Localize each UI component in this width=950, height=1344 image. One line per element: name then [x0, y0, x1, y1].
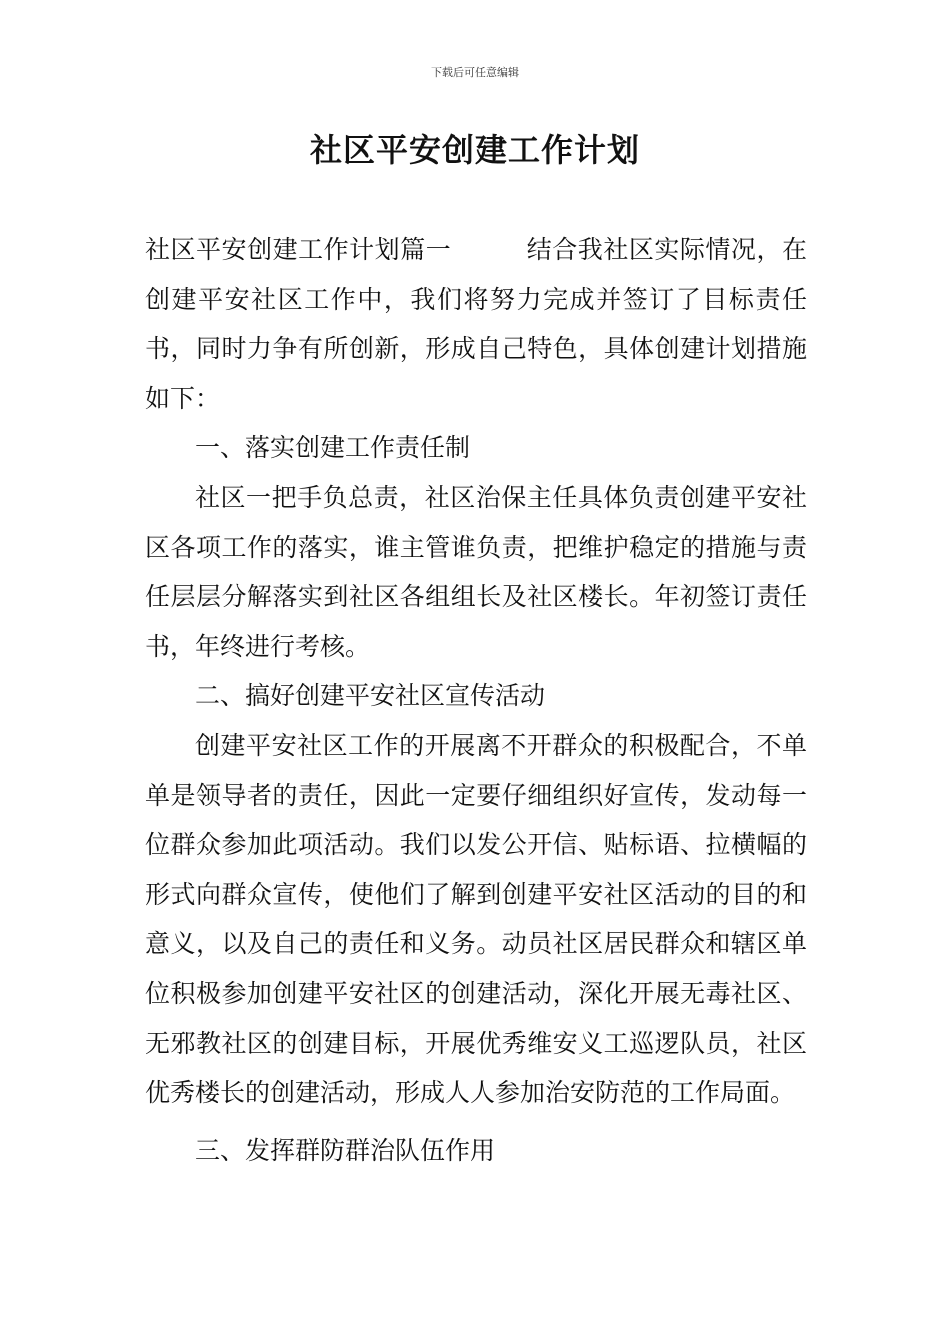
document-body: [145, 225, 807, 1175]
section-3-heading: 三、发挥群防群治队伍作用: [195, 1135, 496, 1165]
intro-text: 结合我社区实际情况，在创建平安社区工作中，我们将努力完成并签订了目标责任书，同时力争有所创新，形成自己特色，具体创建计划措施如下：: [145, 235, 807, 413]
section-2-heading: 二、搞好创建平安社区宣传活动: [195, 681, 546, 711]
intro-paragraph: [145, 225, 807, 423]
section-1-body: 社区一把手负总责，社区治保主任具体负责创建平安社区各项工作的落实，谁主管谁负责，把维护稳定的措施与责任层层分解落实到社区各组组长及社区楼长。年初签订责任书，年终进行考核。: [145, 482, 807, 661]
header-note: 下载后可任意编辑: [431, 66, 519, 79]
intro-lead: 社区平安创建工作计划篇一: [145, 235, 452, 264]
document-title: 社区平安创建工作计划: [309, 131, 640, 169]
section-2-body: 创建平安社区工作的开展离不开群众的积极配合，不单单是领导者的责任，因此一定要仔细组织好宣传，发动每一位群众参加此项活动。我们以发公开信、贴标语、拉横幅的形式向群众宣传，使他们了解到创建平安社区活动的目的和意义，以及自己的责任和义务。动员社区居民群众和辖区单位积极参加创建平安社区的创建活动，深化开展无毒社区、无邪教社区的创建目标，开展优秀维安义工巡逻队员，社区优秀楼长的创建活动，形成人人参加治安防范的工作局面。: [145, 730, 807, 1108]
section-1-heading: 一、落实创建工作责任制: [195, 433, 471, 463]
